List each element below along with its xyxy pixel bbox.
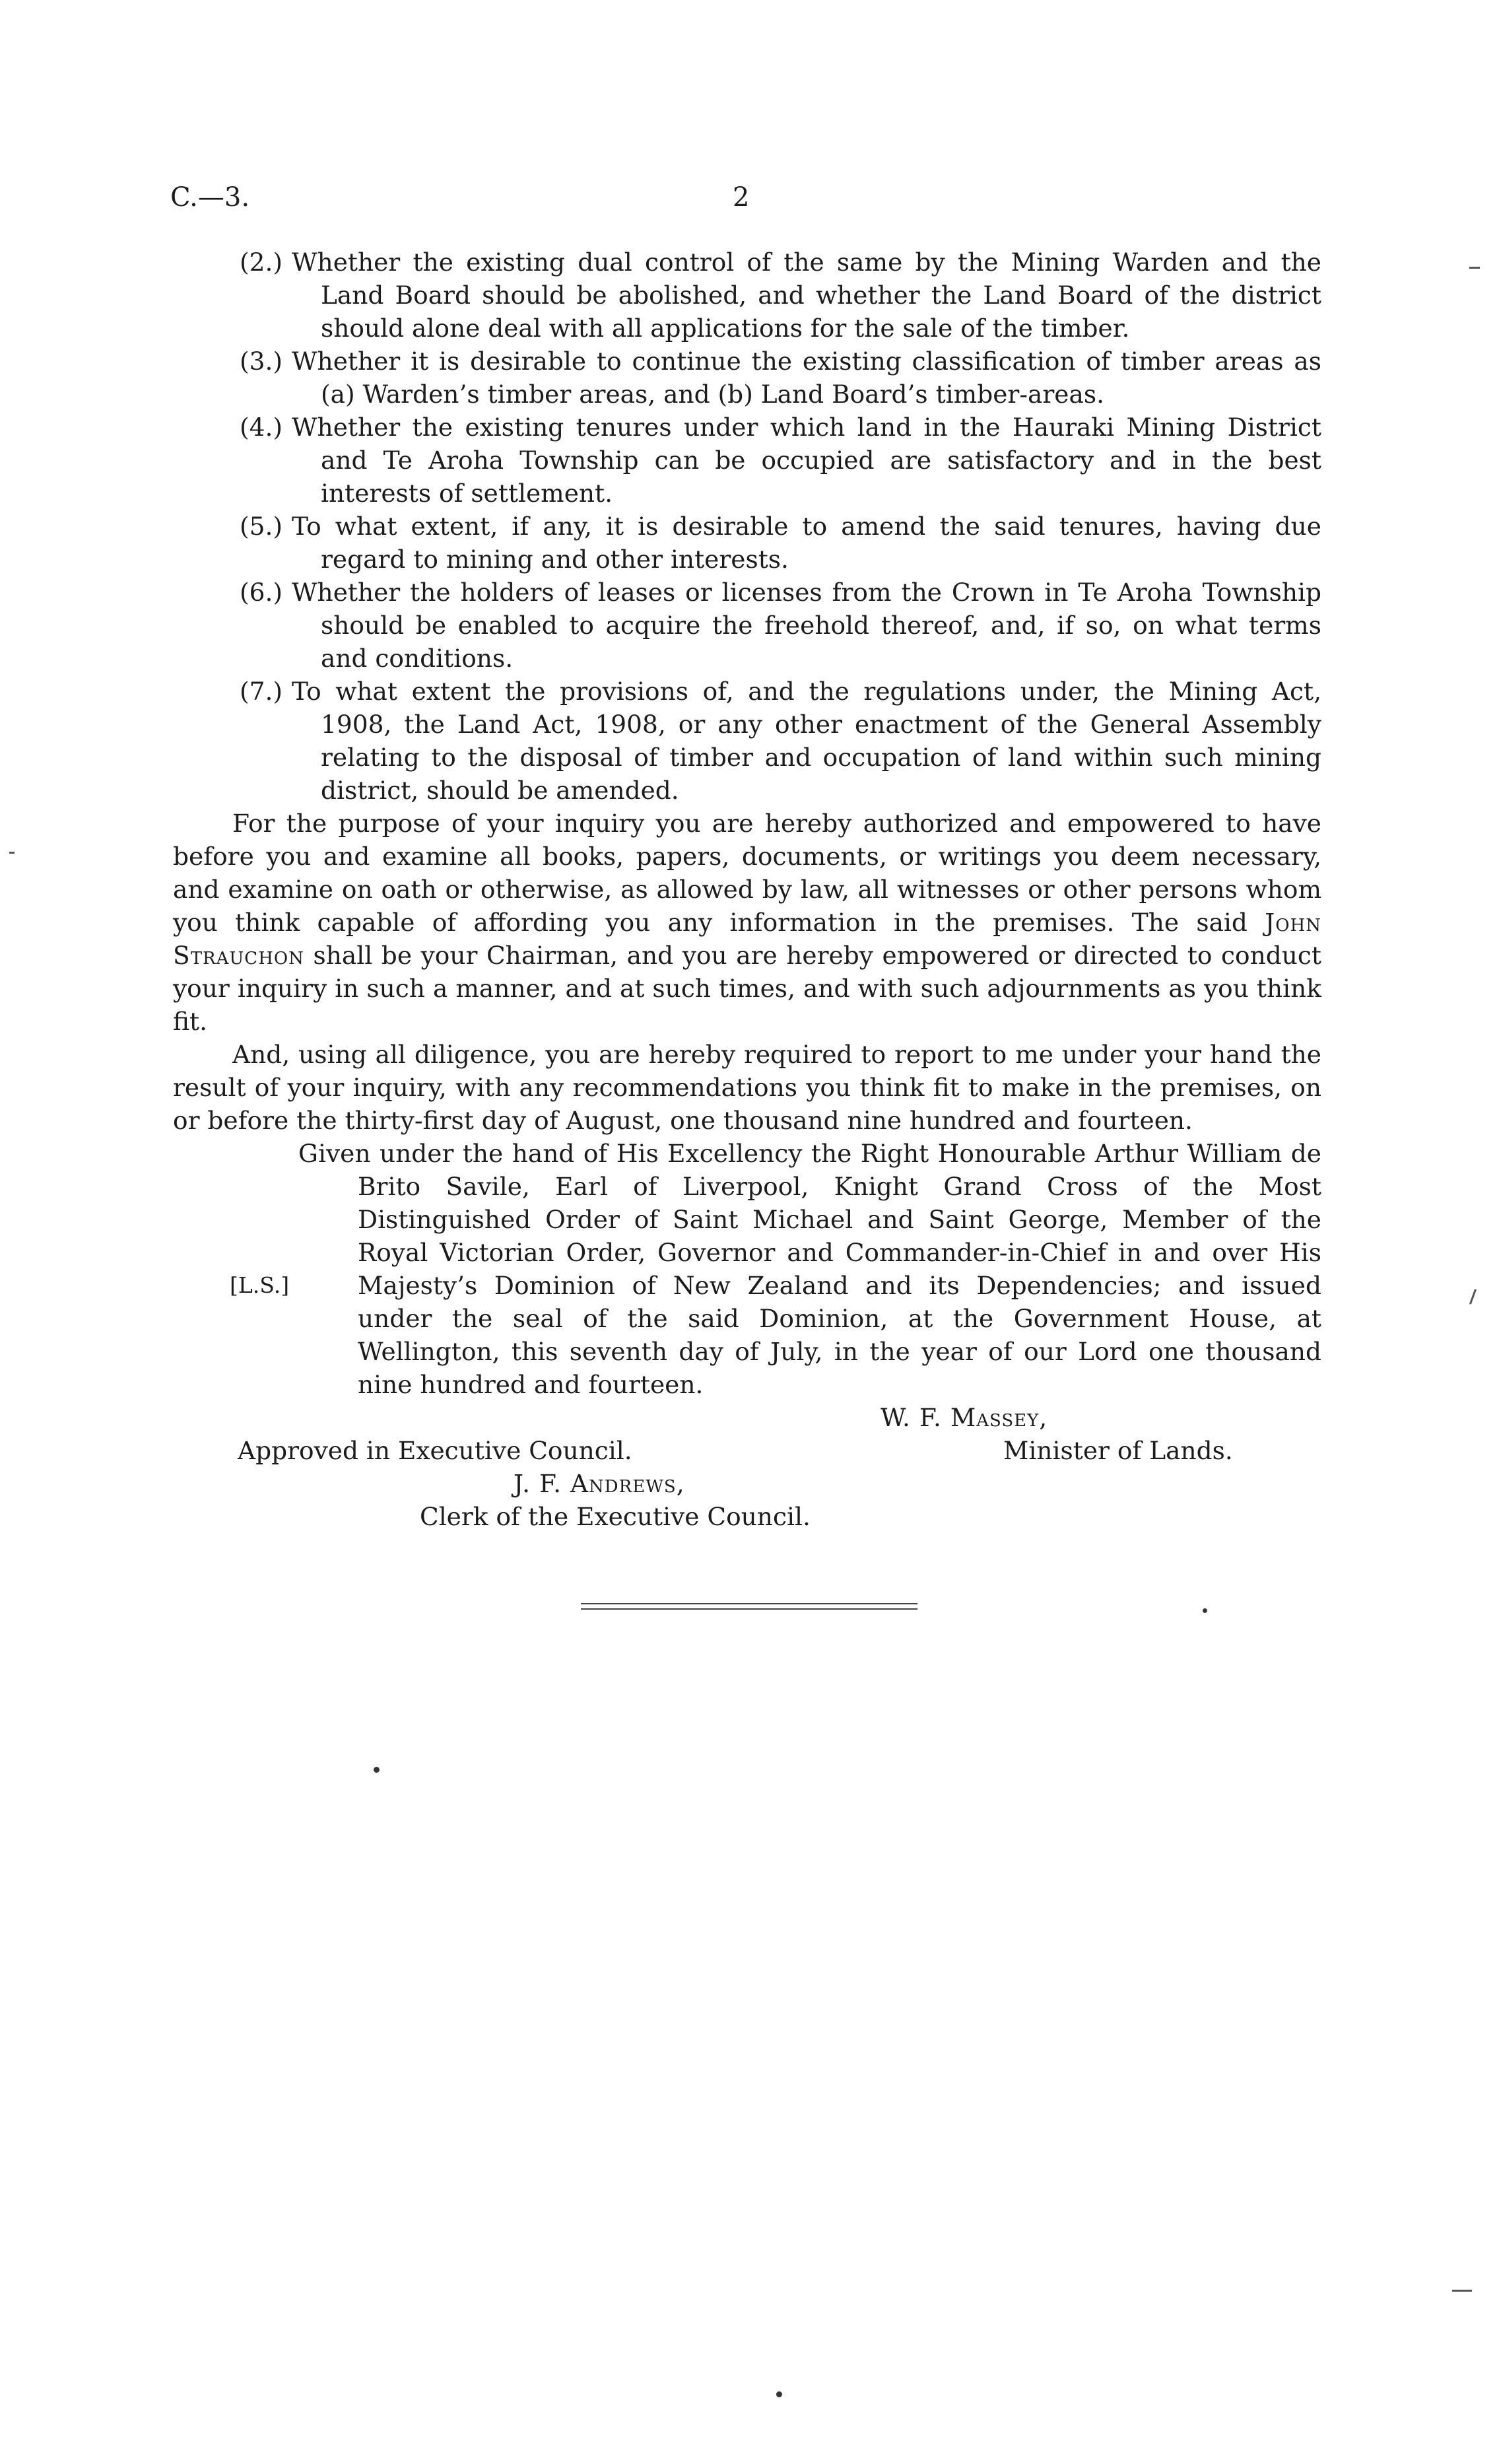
speck xyxy=(1203,1608,1207,1613)
margin-mark xyxy=(9,852,15,854)
inquiry-item xyxy=(173,576,1321,675)
closing-rule xyxy=(581,1603,917,1604)
page-header xyxy=(0,182,1497,222)
closing-rule xyxy=(581,1608,917,1610)
inquiry-item xyxy=(173,510,1321,576)
margin-mark xyxy=(1469,1289,1477,1305)
document-reference: C.—3. xyxy=(170,182,250,213)
margin-mark xyxy=(1452,2290,1472,2292)
margin-mark xyxy=(1469,267,1480,269)
item-text: Whether the holders of leases or licenses from the Crown in Te Aroha Township should be enabled to acquire the freehold thereof, and, if so, on what terms and conditions. xyxy=(292,578,1321,673)
document-body xyxy=(173,246,1321,1559)
page-number: 2 xyxy=(733,182,750,213)
report-paragraph: And, using all diligence, you are hereby required to report to me under your hand the result of your inquiry, with any recommendations you think fit to make in the premises, on or before the thirty-first day of August, one thousand nine hundred and fourteen. xyxy=(173,1040,1321,1135)
inquiry-item xyxy=(173,345,1321,411)
speck xyxy=(374,1767,380,1773)
seal-mark: [L.S.] xyxy=(230,1272,290,1298)
item-number: (5.) xyxy=(239,512,283,541)
given-text: Given under the hand of His Excellency the Right Honourable Arthur William de Brito Savile, Earl of Liverpool, Knight Grand Cross of the Most Distinguished Order of Saint Michael and Saint George, Member of the Royal Victorian Order, Governor and Commander-in-Chief in and over His Majesty’s Dominion of New Zealand and its Dependencies; and issued under the seal of the said Dominion, at the Government House, at Wellington, this seventh day of July, in the year of our Lord one thousand nine hundred and fourteen. xyxy=(298,1139,1321,1399)
item-number: (2.) xyxy=(239,248,283,277)
authority-paragraph xyxy=(173,807,1321,1038)
item-number: (6.) xyxy=(239,578,283,607)
given-under-hand xyxy=(173,1137,1321,1401)
signature-block xyxy=(173,1401,1321,1559)
minister-title: Minister of Lands. xyxy=(1003,1436,1233,1465)
authority-text-start: For the purpose of your inquiry you are hereby authorized and empowered to have before you and examine all books, papers, documents, or writings you deem necessary, and examine on oath or otherwise, as allowed by law, all witnesses or other persons whom you think capable of affording you any information in the premises. The said xyxy=(173,809,1321,937)
item-text: Whether the existing tenures under which land in the Hauraki Mining District and Te Aroha Township can be occupied are satisfactory and in the best interests of settlement. xyxy=(292,413,1321,508)
item-number: (7.) xyxy=(239,677,283,706)
approved-line: Approved in Executive Council. xyxy=(238,1436,632,1465)
inquiry-item xyxy=(173,411,1321,510)
item-number: (4.) xyxy=(239,413,283,442)
inquiry-item xyxy=(173,675,1321,807)
clerk-title: Clerk of the Executive Council. xyxy=(420,1502,811,1531)
speck xyxy=(776,2391,782,2397)
item-text: Whether it is desirable to continue the existing classification of timber areas as (a) Warden’s timber areas, and (b) Land Board’s timber-areas. xyxy=(292,347,1321,409)
minister-name: W. F. Massey, xyxy=(881,1403,1048,1432)
item-number: (3.) xyxy=(239,347,283,376)
authority-text-end: shall be your Chairman, and you are hereby empowered or directed to conduct your inquiry in such a manner, and at such times, and with such adjournments as you think fit. xyxy=(173,941,1321,1036)
chairman-name: John Strauchon xyxy=(173,908,1321,970)
inquiry-item xyxy=(173,246,1321,345)
item-text: To what extent, if any, it is desirable to amend the said tenures, having due regard to mining and other interests. xyxy=(292,512,1321,574)
item-text: To what extent the provisions of, and the regulations under, the Mining Act, 1908, the Land Act, 1908, or any other enactment of the General Assembly relating to the disposal of timber and occupation of land within such mining district, should be amended. xyxy=(292,677,1321,805)
clerk-name: J. F. Andrews, xyxy=(514,1469,685,1498)
item-text: Whether the existing dual control of the same by the Mining Warden and the Land Board should be abolished, and whether the Land Board of the district should alone deal with all applications for the sale of the timber. xyxy=(292,248,1321,343)
